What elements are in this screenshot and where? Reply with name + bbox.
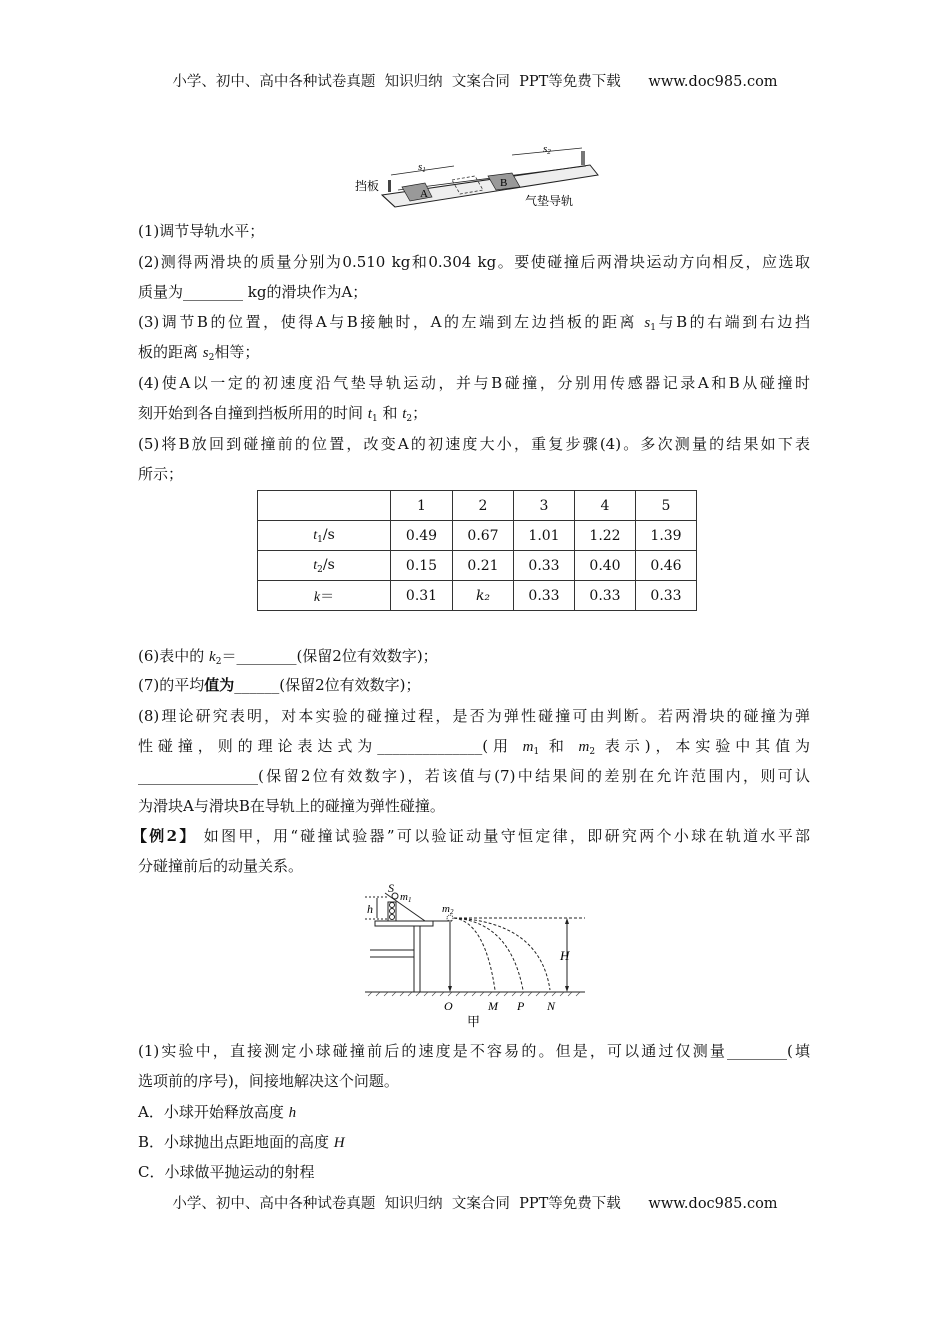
s1-label: s xyxy=(418,161,423,173)
text: (6)表中的 xyxy=(138,647,210,665)
svg-text:s1 xyxy=(418,161,426,174)
unit: /s xyxy=(322,557,335,573)
var-h: h xyxy=(288,1105,297,1121)
sub: 1 xyxy=(317,535,323,545)
sub: 1 xyxy=(371,414,378,424)
text: ______(保留2位有效数字)； xyxy=(234,676,421,694)
var-t: t xyxy=(402,406,407,422)
h-label: h xyxy=(367,902,373,916)
option-b xyxy=(138,1132,345,1153)
text: 值为 xyxy=(204,676,235,694)
header-cell: 1 xyxy=(391,491,453,521)
cell: 0.33 xyxy=(514,581,575,611)
example-2-line-1 xyxy=(132,826,810,846)
var-m: m xyxy=(522,739,534,755)
text: 性碰撞，则的理论表达式为______________(用 xyxy=(138,737,523,755)
text: 和 xyxy=(539,737,579,755)
sub: 2 xyxy=(317,565,323,575)
text: (7)的平均 xyxy=(138,676,205,694)
sub: 2 xyxy=(589,747,596,757)
step-2-line-2: 质量为________ kg的滑块作为A； xyxy=(138,283,368,301)
sub: 2 xyxy=(208,353,215,363)
step-3-line-2 xyxy=(138,342,259,363)
m2-sub: 2 xyxy=(449,908,454,916)
option-a xyxy=(138,1102,296,1123)
m1-sub: 1 xyxy=(407,896,412,904)
baffle-label: 挡板 xyxy=(355,179,380,193)
text: ； xyxy=(412,404,428,422)
cell: 1.22 xyxy=(575,521,636,551)
cell: 0.31 xyxy=(391,581,453,611)
row-label xyxy=(258,551,391,581)
s1-sub: 1 xyxy=(422,166,426,174)
question-8-line-4: 为滑块A与滑块B在导轨上的碰撞为弹性碰撞。 xyxy=(138,797,445,815)
part-1-line-1: (1)实验中，直接测定小球碰撞前后的速度是不容易的。但是，可以通过仅测量________(填 xyxy=(138,1042,810,1060)
figure-caption: 甲 xyxy=(467,1014,481,1029)
measurement-table xyxy=(257,490,697,611)
step-4-line-2 xyxy=(138,403,427,424)
cell: 0.46 xyxy=(636,551,697,581)
s2-label: s xyxy=(543,143,548,155)
row-label xyxy=(258,521,391,551)
part-1-line-2: 选项前的序号)，间接地解决这个问题。 xyxy=(138,1072,399,1090)
text: 表示)，本实验中其值为 xyxy=(595,737,811,755)
collision-apparatus-diagram xyxy=(360,860,590,1030)
step-5-line-1: (5)将B放回到碰撞前的位置，改变A的初速度大小，重复步骤(4)。多次测量的结果如下表 xyxy=(138,435,810,453)
cell: k₂ xyxy=(453,581,514,611)
cell: 0.33 xyxy=(575,581,636,611)
cell: 0.49 xyxy=(391,521,453,551)
cell: 0.40 xyxy=(575,551,636,581)
var-s: s xyxy=(202,345,209,361)
option-c: C．小球做平抛运动的射程 xyxy=(138,1163,315,1181)
point-m: M xyxy=(488,999,498,1013)
step-3-line-1 xyxy=(138,312,810,333)
text: A．小球开始释放高度 xyxy=(138,1103,289,1121)
point-p: P xyxy=(517,999,525,1013)
row-label xyxy=(258,581,391,611)
point-o: O xyxy=(444,999,453,1013)
point-n: N xyxy=(547,999,556,1013)
svg-text:s2 xyxy=(543,143,551,156)
var: t xyxy=(313,558,318,573)
var: k xyxy=(313,589,321,605)
header-cell: 3 xyxy=(514,491,575,521)
svg-text:m1 xyxy=(400,891,411,904)
var-s: s xyxy=(644,315,651,331)
question-8-line-1: (8)理论研究表明，对本实验的碰撞过程，是否为弹性碰撞可由判断。若两滑块的碰撞为弹 xyxy=(138,707,810,725)
table-header-row xyxy=(258,491,697,521)
header-cell: 4 xyxy=(575,491,636,521)
example-2-line-2: 分碰撞前后的动量关系。 xyxy=(138,857,304,875)
table-row xyxy=(258,521,697,551)
air-track-diagram xyxy=(340,135,600,215)
header-cell: 5 xyxy=(636,491,697,521)
slider-a-label: A xyxy=(420,188,428,200)
text: 和 xyxy=(377,404,403,422)
air-track-label: 气垫导轨 xyxy=(525,194,574,208)
m1-label: m xyxy=(400,891,408,903)
sub: 2 xyxy=(215,657,222,667)
step-5-line-2: 所示； xyxy=(138,465,184,483)
var-k: k xyxy=(209,649,216,665)
question-8-line-2 xyxy=(138,736,810,757)
s-label: S xyxy=(388,881,394,895)
var-m: m xyxy=(578,739,590,755)
page-header: 小学、初中、高中各种试卷真题 知识归纳 文案合同 PPT等免费下载 www.doc985.com xyxy=(172,74,778,90)
var-t: t xyxy=(367,406,372,422)
var-H: H xyxy=(333,1135,345,1151)
s2-sub: 2 xyxy=(547,148,551,156)
cell: 0.67 xyxy=(453,521,514,551)
text: (3)调节B的位置，使得A与B接触时，A的左端到左边挡板的距离 xyxy=(138,313,645,331)
cell: 0.33 xyxy=(514,551,575,581)
text: 与B的右端到右边挡 xyxy=(655,313,810,331)
cell: 1.39 xyxy=(636,521,697,551)
example-label: 【例2】 xyxy=(132,827,197,845)
cell: 0.33 xyxy=(636,581,697,611)
sub: 1 xyxy=(650,323,656,333)
cell: 0.21 xyxy=(453,551,514,581)
sub: 1 xyxy=(533,747,540,757)
unit: /s xyxy=(322,527,335,543)
text: 相等； xyxy=(214,343,260,361)
step-1: (1)调节导轨水平； xyxy=(138,222,265,240)
sub: 2 xyxy=(406,414,413,424)
question-6 xyxy=(138,646,438,667)
m2-label: m xyxy=(442,903,450,915)
big-h-label: H xyxy=(560,948,570,963)
var: t xyxy=(313,528,318,543)
cell: 1.01 xyxy=(514,521,575,551)
text: 刻开始到各自撞到挡板所用的时间 xyxy=(138,404,368,422)
slider-b-label: B xyxy=(500,177,508,189)
header-cell xyxy=(258,491,391,521)
text: 如图甲，用“碰撞试验器”可以验证动量守恒定律，即研究两个小球在轨道水平部 xyxy=(196,827,811,845)
question-7 xyxy=(138,675,421,695)
page-footer: 小学、初中、高中各种试卷真题 知识归纳 文案合同 PPT等免费下载 www.doc985.com xyxy=(172,1196,778,1212)
header-cell: 2 xyxy=(453,491,514,521)
text: 板的距离 xyxy=(138,343,203,361)
cell: 0.15 xyxy=(391,551,453,581)
table-row xyxy=(258,581,697,611)
text: B．小球抛出点距地面的高度 xyxy=(138,1133,334,1151)
table-row xyxy=(258,551,697,581)
svg-text:m2 xyxy=(442,903,454,916)
text: ＝________(保留2位有效数字)； xyxy=(221,647,438,665)
question-8-line-3: ________________(保留2位有效数字)，若该值与(7)中结果间的差别在允许范围内，则可认 xyxy=(138,767,810,785)
step-2-line-1: (2)测得两滑块的质量分别为0.510 kg和0.304 kg。要使碰撞后两滑块运动方向相反，应选取 xyxy=(138,253,810,271)
unit: ＝ xyxy=(320,588,335,605)
step-4-line-1: (4)使A以一定的初速度沿气垫导轨运动，并与B碰撞，分别用传感器记录A和B从碰撞时 xyxy=(138,374,810,392)
